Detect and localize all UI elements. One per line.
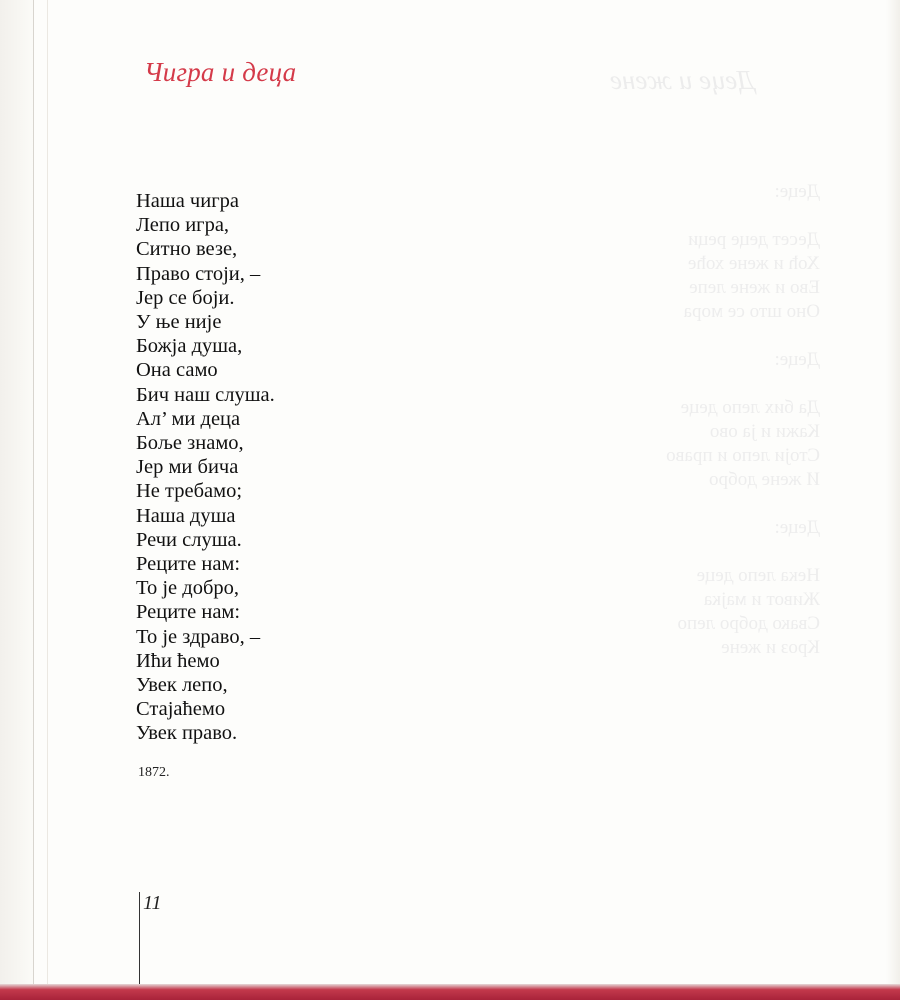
poem-line: Божја душа,	[136, 335, 243, 358]
bleed-through-title: Деце и жене	[610, 65, 755, 95]
poem-line: Јер ми бича	[136, 456, 239, 479]
poem-line: Речи слуша.	[136, 528, 242, 551]
poem-line: Наша чигра	[136, 190, 239, 212]
book-cover-edge	[0, 984, 900, 1000]
poem-title: Чигра и деца	[144, 57, 297, 87]
poem-line: Право стоји, –	[136, 262, 261, 285]
poem-line: Јер се боји.	[136, 286, 235, 309]
page-number-rule	[139, 892, 140, 984]
poem-year: 1872.	[138, 765, 170, 780]
binding-edge-line	[47, 0, 48, 1000]
poem-body	[136, 189, 275, 746]
binding-fold-line	[33, 0, 34, 1000]
poem-line: Увек лепо,	[136, 674, 228, 697]
poem-line: Она само	[136, 359, 218, 382]
poem-line: Наша душа	[136, 504, 236, 527]
poem-line: Ићи ћемо	[136, 649, 220, 672]
poem-line: То је здраво, –	[136, 625, 261, 648]
poem-line: Боље знамо,	[136, 432, 244, 455]
poem-line: Лепо игра,	[136, 214, 230, 237]
book-binding	[0, 0, 34, 1000]
page-number: 11	[143, 892, 162, 914]
poem-line: Реците нам:	[136, 601, 241, 624]
poem-line: Бич наш слуша.	[136, 383, 275, 406]
poem-line: У ње није	[136, 311, 222, 334]
poem-line: Ал’ ми деца	[136, 407, 241, 430]
poem-line: То је добро,	[136, 577, 240, 600]
poem-line: Увек право.	[136, 722, 238, 745]
poem-line: Реците нам:	[136, 553, 241, 576]
poem-line: Стајаћемо	[136, 698, 226, 721]
bleed-through-text: Деце: Десет деце реци Хоћ и жене хоће Ево и жене лепе Оно што се мора Деце: Да бих лепо деце Кажи и ја ово Стоји лепо и право И жене добро Деце: Нека лепо деце Живот и мајка Свако добро лепо Кроз и жене	[666, 181, 820, 658]
poem-line: Не требамо;	[136, 480, 243, 503]
page-right-edge	[886, 0, 900, 1000]
poem-line: Ситно везе,	[136, 238, 238, 261]
